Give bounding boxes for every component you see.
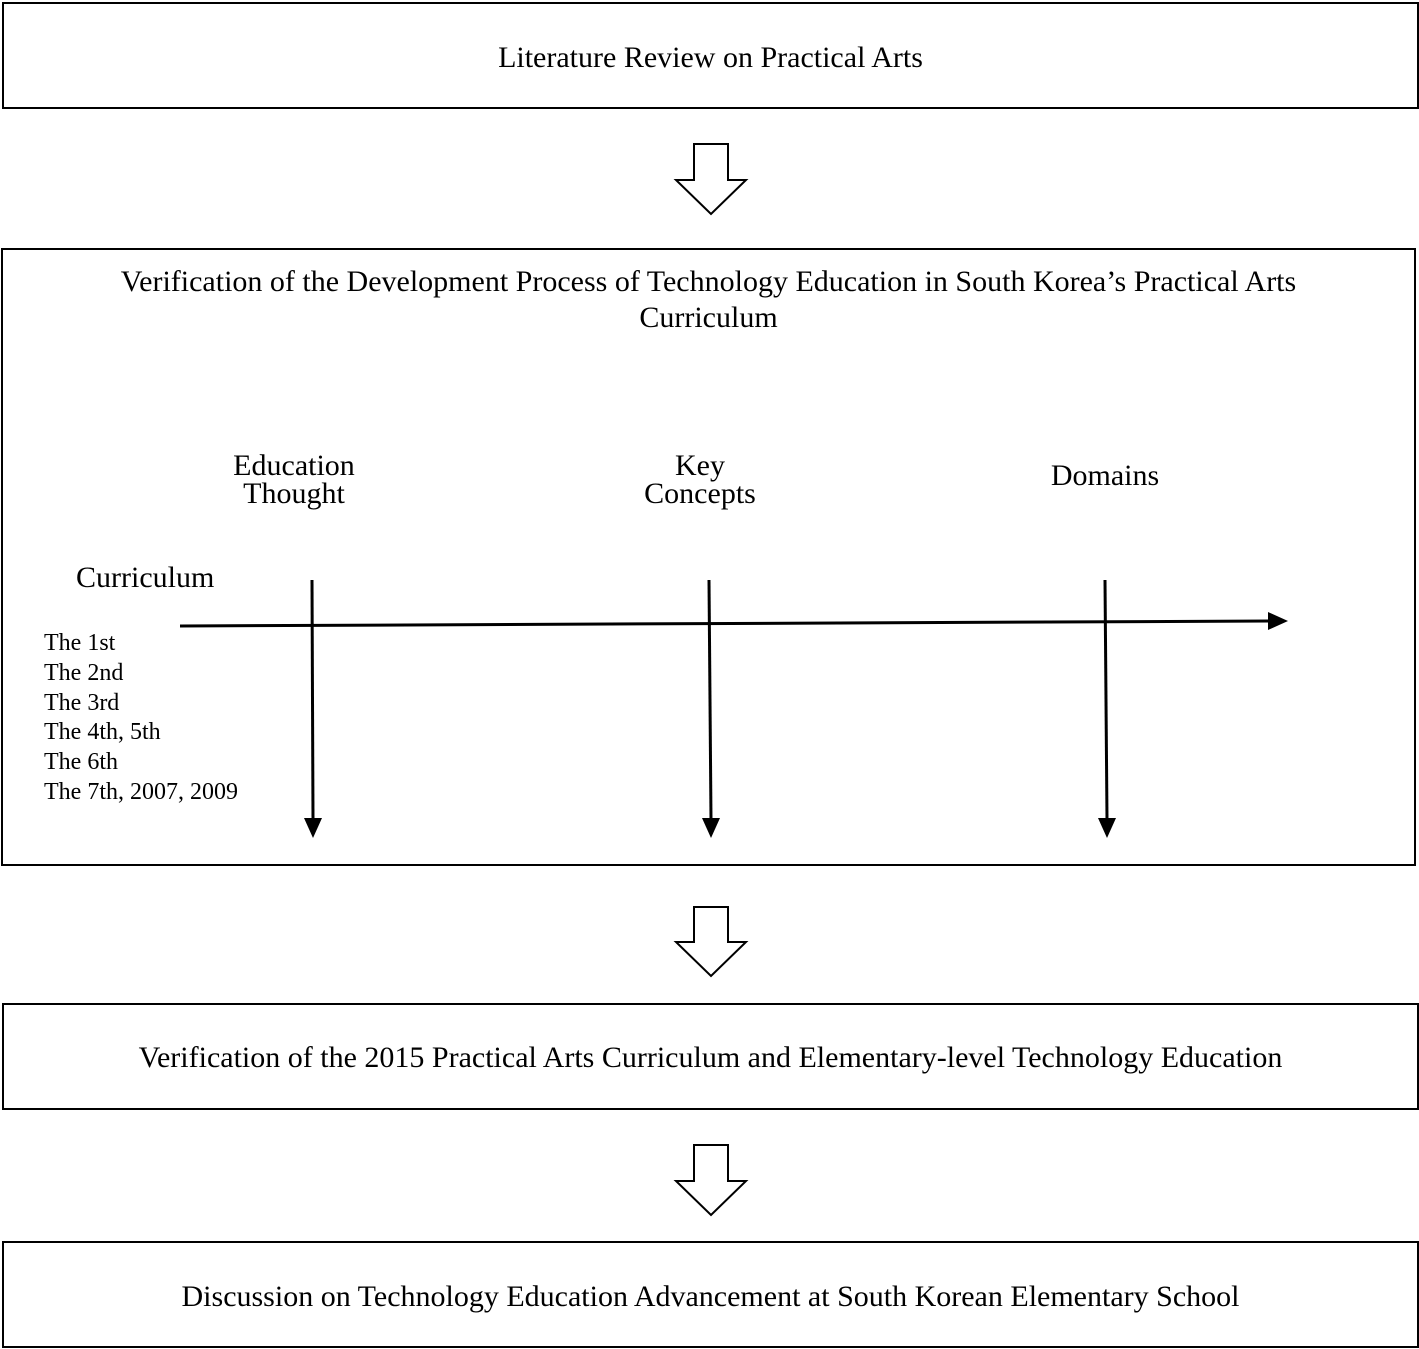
label-line: Concepts [644, 477, 756, 510]
vertical-axis-line-domains [1105, 580, 1107, 820]
hollow-down-arrow-icon [676, 1145, 746, 1215]
step-title-line2: Curriculum [639, 301, 778, 334]
curriculum-item: The 7th, 2007, 2009 [44, 779, 238, 805]
label-line: Thought [243, 477, 345, 510]
vertical-axis-line-key-concepts [709, 580, 711, 820]
step-title-line1: Verification of the Development Process of Technology Education in South Korea’s Practical Arts [120, 265, 1297, 298]
arrow-icon [702, 818, 720, 838]
label-curriculum: Curriculum [76, 561, 215, 594]
label-line: Key [675, 449, 725, 482]
label-domains: Domains [1050, 459, 1160, 492]
arrow-icon [1098, 818, 1116, 838]
hollow-down-arrow-icon [676, 144, 746, 214]
curriculum-item: The 1st [44, 630, 116, 656]
step-title: Literature Review on Practical Arts [498, 41, 923, 74]
step-title: Verification of the 2015 Practical Arts Curriculum and Elementary-level Technology Education [138, 1041, 1283, 1074]
step-title: Discussion on Technology Education Advancement at South Korean Elementary School [181, 1280, 1240, 1313]
label-line: Education [233, 449, 355, 482]
arrow-icon [304, 818, 322, 838]
vertical-axis-line-education-thought [312, 580, 313, 820]
curriculum-item: The 3rd [44, 690, 120, 716]
curriculum-item: The 2nd [44, 660, 124, 686]
curriculum-item: The 6th [44, 749, 118, 775]
curriculum-item: The 4th, 5th [44, 719, 161, 745]
hollow-down-arrow-icon [676, 907, 746, 976]
arrow-icon [1268, 612, 1288, 630]
